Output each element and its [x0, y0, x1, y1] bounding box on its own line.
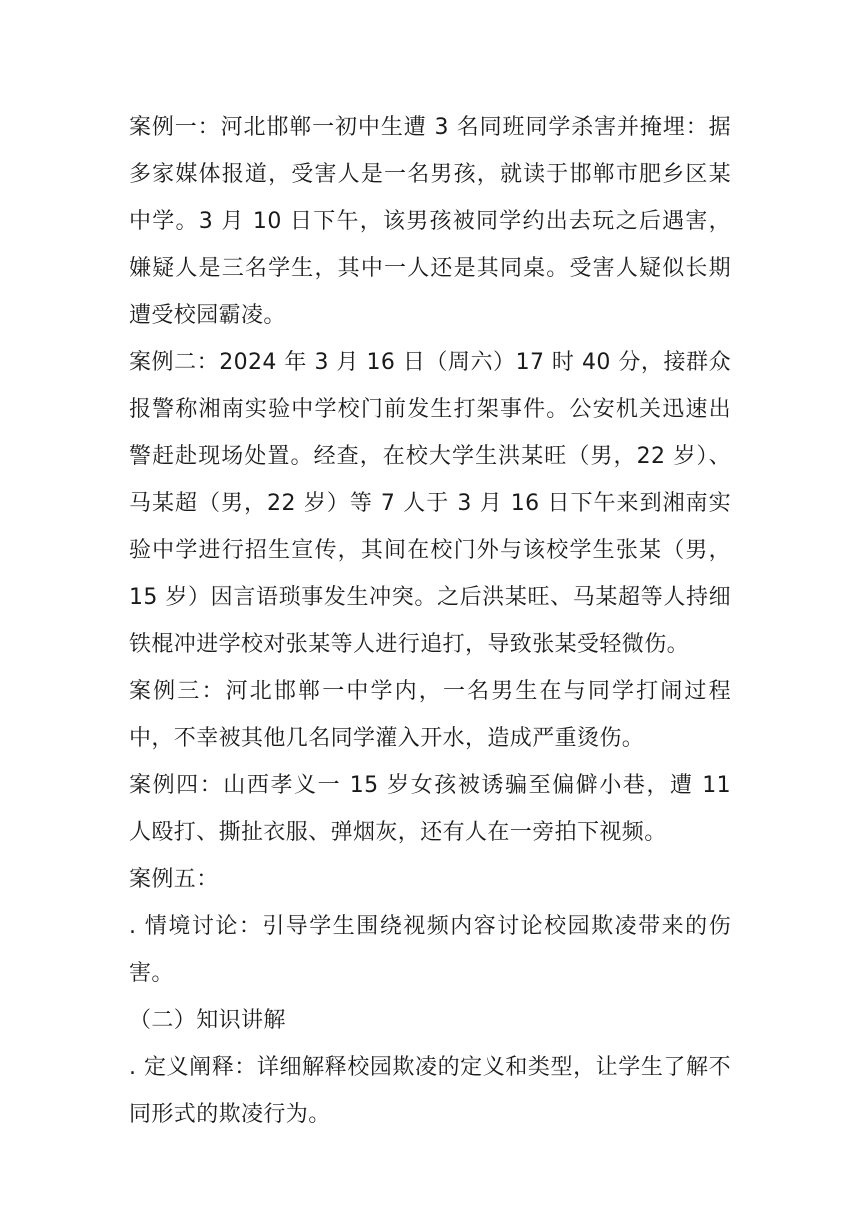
definition-paragraph: . 定义阐释：详细解释校园欺凌的定义和类型，让学生了解不同形式的欺凌行为。: [129, 1055, 731, 1127]
document-body: [129, 104, 731, 1138]
case-three-paragraph: 案例三：河北邯郸一中学内，一名男生在与同学打闹过程中，不幸被其他几名同学灌入开水，造成严重烫伤。: [129, 679, 731, 751]
case-two-paragraph: 案例二：2024 年 3 月 16 日（周六）17 时 40 分，接群众报警称湘南实验中学校门前发生打架事件。公安机关迅速出警赶赴现场处置。经查，在校大学生洪某旺（男，22 岁）、马某超（男，22 岁）等 7 人于 3 月 16 日下午来到湘南实验中学进行招生宣传，其间在校门外与该校学生张某（男，15 岁）因言语琐事发生冲突。之后洪某旺、马某超等人持细铁棍冲进学校对张某等人进行追打，导致张某受轻微伤。: [129, 350, 731, 657]
case-four-paragraph: 案例四：山西孝义一 15 岁女孩被诱骗至偏僻小巷，遭 11 人殴打、撕扯衣服、弹烟灰，还有人在一旁拍下视频。: [129, 773, 731, 845]
case-five-heading: 案例五：: [129, 867, 219, 892]
case-one-paragraph: 案例一：河北邯郸一初中生遭 3 名同班同学杀害并掩埋：据多家媒体报道，受害人是一名男孩，就读于邯郸市肥乡区某中学。3 月 10 日下午，该男孩被同学约出去玩之后遇害，嫌疑人是三名学生，其中一人还是其同桌。受害人疑似长期遭受校园霸凌。: [129, 115, 731, 328]
situation-discussion-paragraph: . 情境讨论：引导学生围绕视频内容讨论校园欺凌带来的伤害。: [129, 914, 731, 986]
section-heading-knowledge: （二）知识讲解: [129, 1008, 286, 1033]
